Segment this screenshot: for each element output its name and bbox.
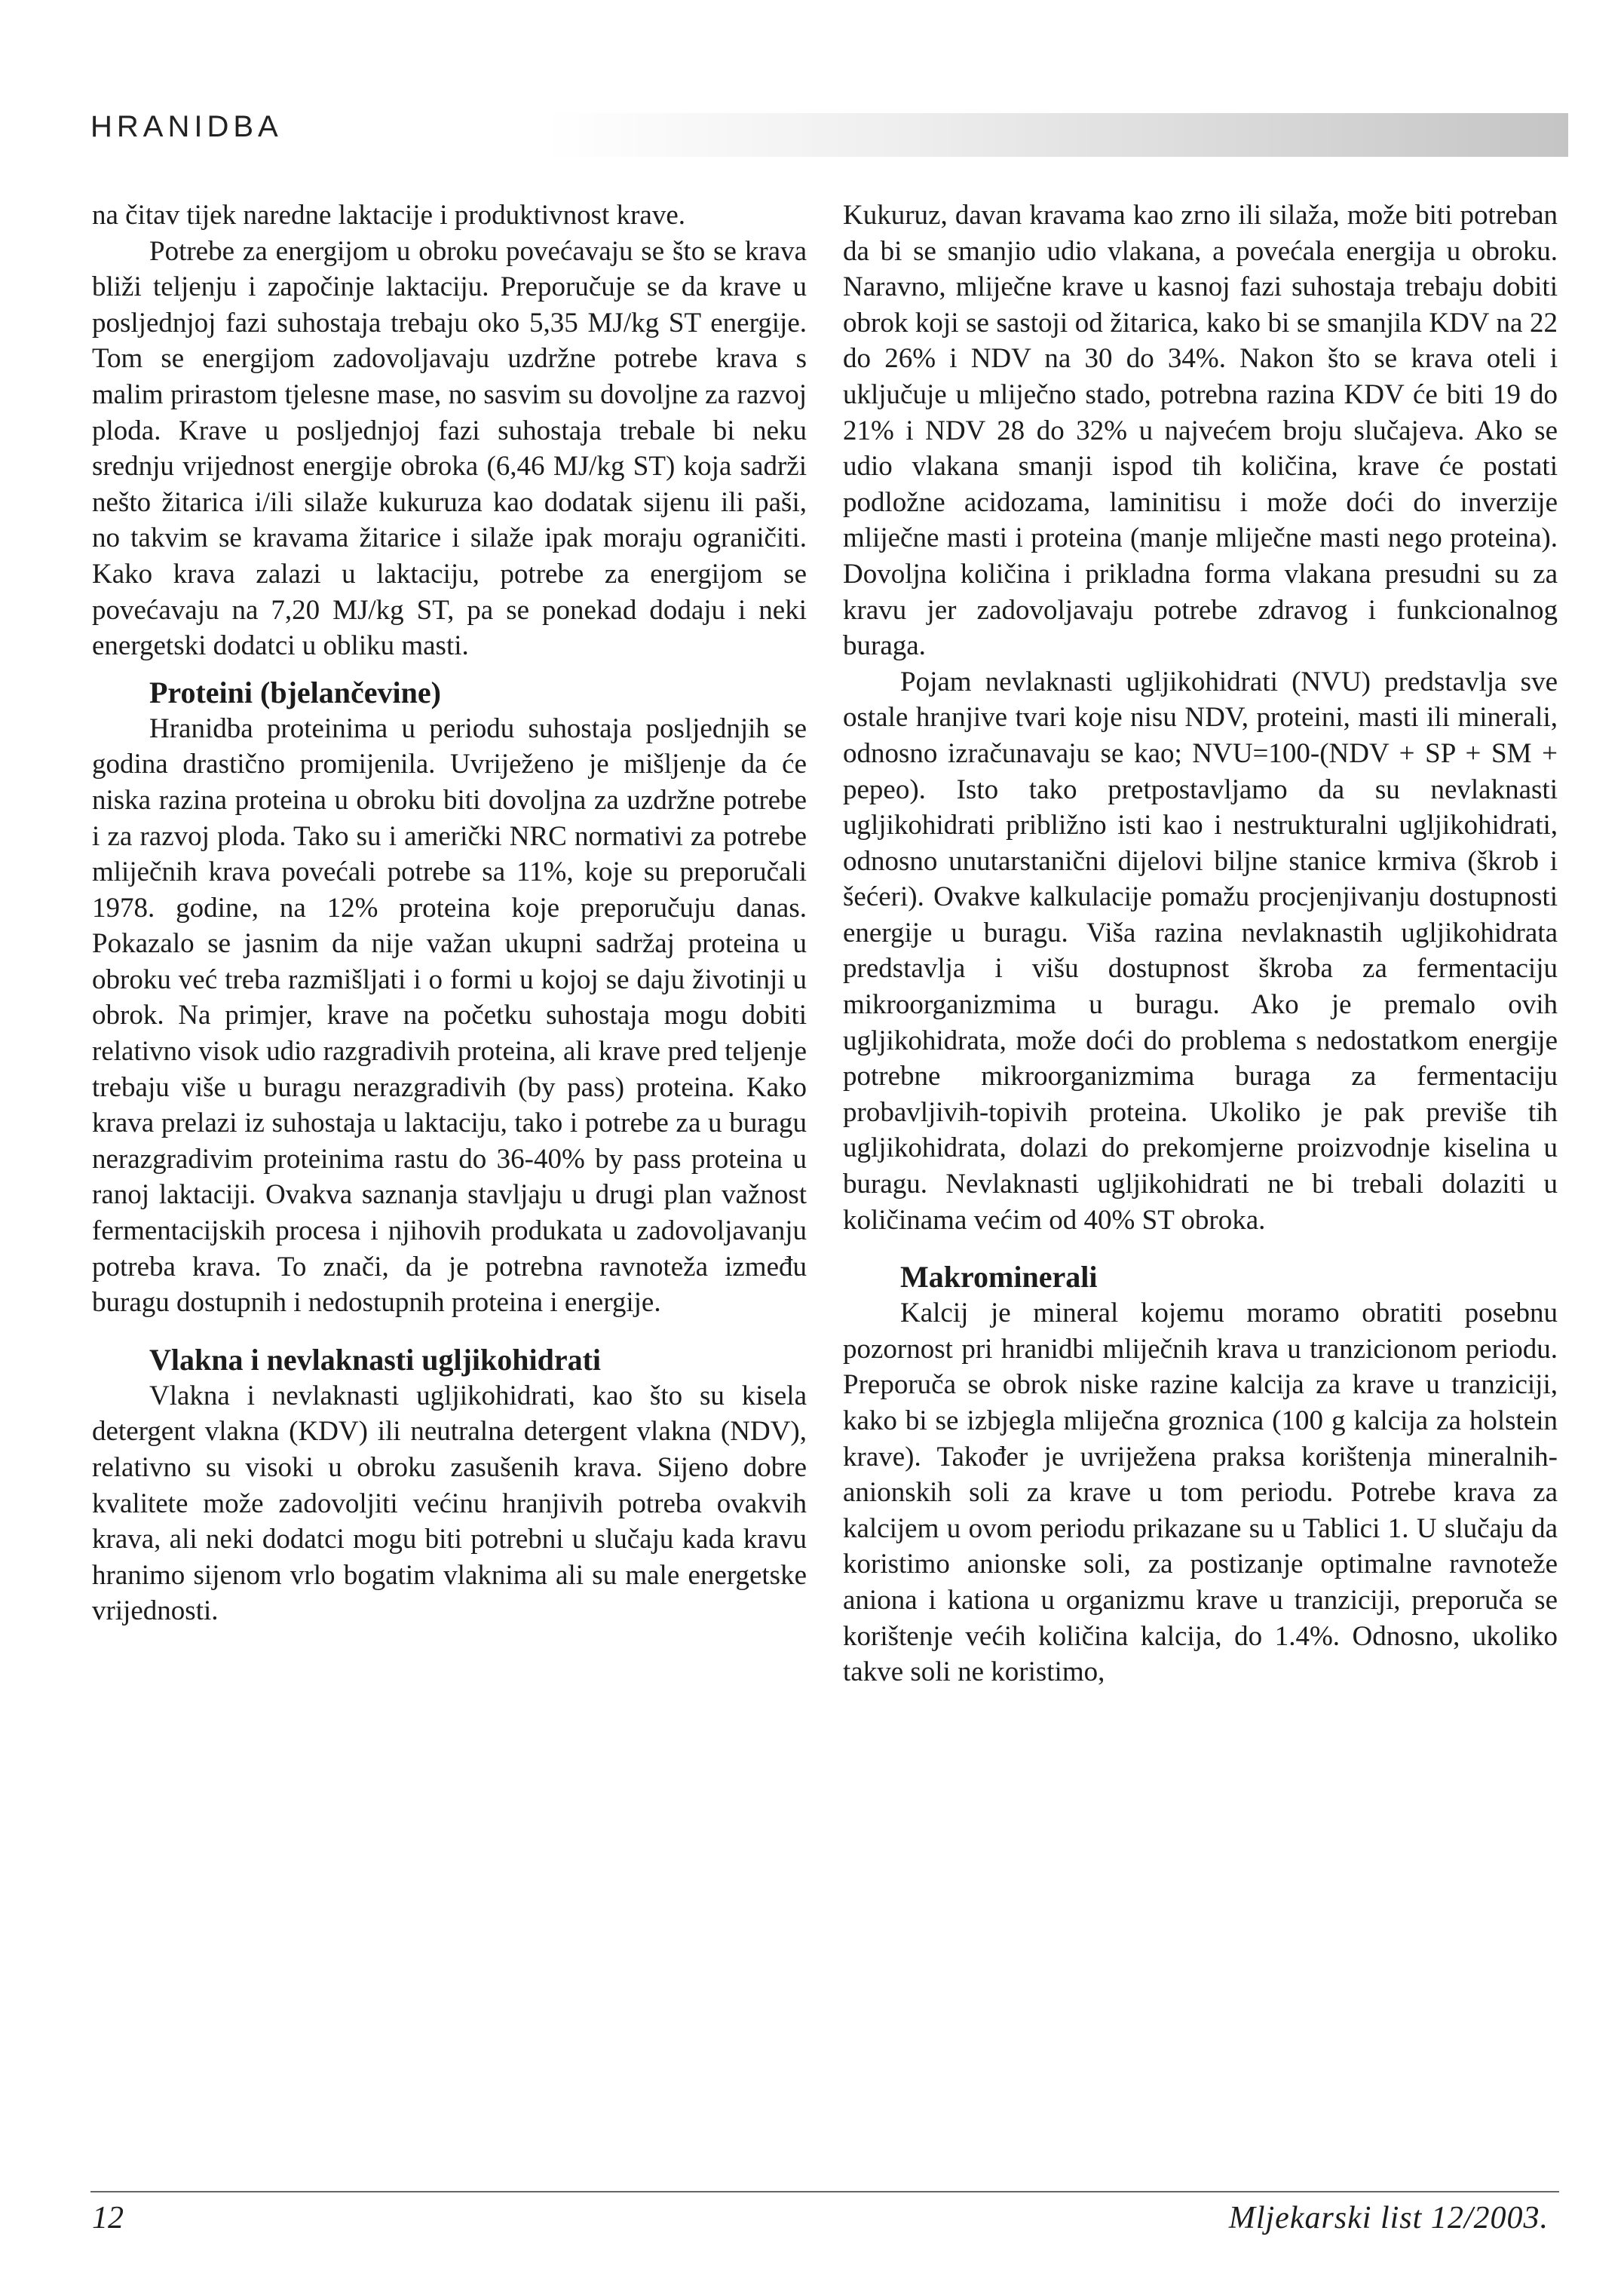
heading-vlakna: Vlakna i nevlaknasti ugljikohidrati xyxy=(149,1342,602,1377)
paragraph: Hranidba proteinima u periodu suhostaja posljednjih se godina drastično promijenila. Uvriježeno je mišljenje da će niska razina proteina u obroku biti dovoljna za uzdržne potrebe i za razvoj ploda. Tako su i američki NRC normativi za potrebe mliječnih krava povećali potrebe sa 11%, koje su preporučali 1978. godine, na 12% proteina koje preporučuju danas. Pokazalo se jasnim da nije važan ukupni sadržaj proteina u obroku već treba razmišljati i o formi u kojoj se daju životinji u obrok. Na primjer, krave na početku suhostaja mogu dobiti relativno visok udio razgradivih proteina, ali krave pred teljenje trebaju više u buragu nerazgradivih (by pass) proteina. Kako krava prelazi iz suhostaja u laktaciju, tako i potrebe za u buragu nerazgradivim proteinima rastu do 36-40% by pass proteina u ranoj laktaciji. Ovakva saznanja stavljaju u drugi plan važnost fermentacijskih procesa i njihovih produkata u zadovoljavanju potreba krava. To znači, da je potrebna ravnoteža između buragu dostupnih i nedostupnih proteina i energije. xyxy=(92,712,807,1319)
heading-makrominerali: Makrominerali xyxy=(900,1260,1098,1295)
page-number: 12 xyxy=(92,2201,124,2235)
left-column xyxy=(92,198,807,1629)
paragraph: Kukuruz, davan kravama kao zrno ili silaža, može biti potreban da bi se smanjio udio vlakana, a povećala energija u obroku. Naravno, mliječne krave u kasnoj fazi suhostaja trebaju dobiti obrok koji se sastoji od žitarica, kako bi se smanjila KDV na 22 do 26% i NDV na 30 do 34%. Nakon što se krava oteli i uključuje u mliječno stado, potrebna razina KDV će biti 19 do 21% i NDV 28 do 32% u najvećem broju slučajeva. Ako se udio vlakana smanji ispod tih količina, krave će postati podložne acidozama, laminitisu i može doći do inverzije mliječne masti i proteina (manje mliječne masti nego proteina). Dovoljna količina i prikladna forma vlakana presudni su za kravu jer zadovoljavaju potrebe zdravog i funkcionalnog buraga. xyxy=(843,200,1558,662)
heading-proteini: Proteini (bjelančevine) xyxy=(149,675,441,709)
footer-divider xyxy=(90,2191,1559,2192)
right-column xyxy=(843,198,1558,1690)
journal-reference: Mljekarski list 12/2003. xyxy=(1228,2201,1549,2235)
section-label: HRANIDBA xyxy=(90,110,283,143)
paragraph: Kalcij je mineral kojemu moramo obratiti posebnu pozornost pri hranidbi mliječnih krava u tranzicionom periodu. Preporuča se obrok niske razine kalcija za krave u tranziciji, kako bi se izbjegla mliječna groznica (100 g kalcija za holstein krave). Također je uvriježena praksa korištenja mineralnih-anionskih soli za krave u tom periodu. Potrebe krava za kalcijem u ovom periodu prikazane su u Tablici 1. U slučaju da koristimo anionske soli, za postizanje optimalne ravnoteže aniona i kationa u organizmu krave u tranziciji, preporuča se korištenje većih količina kalcija, do 1.4%. Odnosno, ukoliko takve soli ne koristimo, xyxy=(843,1298,1558,1688)
paragraph: Vlakna i nevlaknasti ugljikohidrati, kao što su kisela detergent vlakna (KDV) ili neutralna detergent vlakna (NDV), relativno su visoki u obroku zasušenih krava. Sijeno dobre kvalitete može zadovoljiti većinu hranjivih potreba ovakvih krava, ali neki dodatci mogu biti potrebni u slučaju kada kravu hranimo sijenom vrlo bogatim vlaknima ali su male energetske vrijednosti. xyxy=(92,1380,807,1627)
paragraph: na čitav tijek naredne laktacije i produktivnost krave. xyxy=(92,200,685,231)
header-band xyxy=(543,113,1568,157)
paragraph: Pojam nevlaknasti ugljikohidrati (NVU) predstavlja sve ostale hranjive tvari koje nisu NDV, proteini, masti ili minerali, odnosno izračunavaju se kao; NVU=100-(NDV + SP + SM + pepeo). Isto tako pretpostavljamo da su nevlaknasti ugljikohidrati približno isti kao i nestrukturalni ugljikohidrati, odnosno unutarstanični dijelovi biljne stanice krmiva (škrob i šećeri). Ovakve kalkulacije pomažu procjenjivanju dostupnosti energije u buragu. Viša razina nevlaknastih ugljikohidrata predstavlja i višu dostupnost škroba za fermentaciju mikroorganizmima u buragu. Ako je premalo ovih ugljikohidrata, može doći do problema s nedostatkom energije potrebne mikroorganizmima buraga za fermentaciju probavljivih-topivih proteina. Ukoliko je pak previše tih ugljikohidrata, dolazi do prekomjerne proizvodnje kiselina u buragu. Nevlaknasti ugljikohidrati ne bi trebali dolaziti u količinama većim od 40% ST obroka. xyxy=(843,666,1558,1236)
paragraph: Potrebe za energijom u obroku povećavaju se što se krava bliži teljenju i započinje laktaciju. Preporučuje se da krave u posljednjoj fazi suhostaja trebaju oko 5,35 MJ/kg ST energije. Tom se energijom zadovoljavaju uzdržne potrebe krava s malim prirastom tjelesne mase, no sasvim su dovoljne za razvoj ploda. Krave u posljednjoj fazi suhostaja trebale bi neku srednju vrijednost energije obroka (6,46 MJ/kg ST) koja sadrži nešto žitarica i/ili silaže kukuruza kao dodatak sijenu ili paši, no takvim se kravama žitarice i silaže ipak moraju ograničiti. Kako krava zalazi u laktaciju, potrebe za energijom se povećavaju na 7,20 MJ/kg ST, pa se ponekad dodaju i neki energetski dodatci u obliku masti. xyxy=(92,235,807,662)
